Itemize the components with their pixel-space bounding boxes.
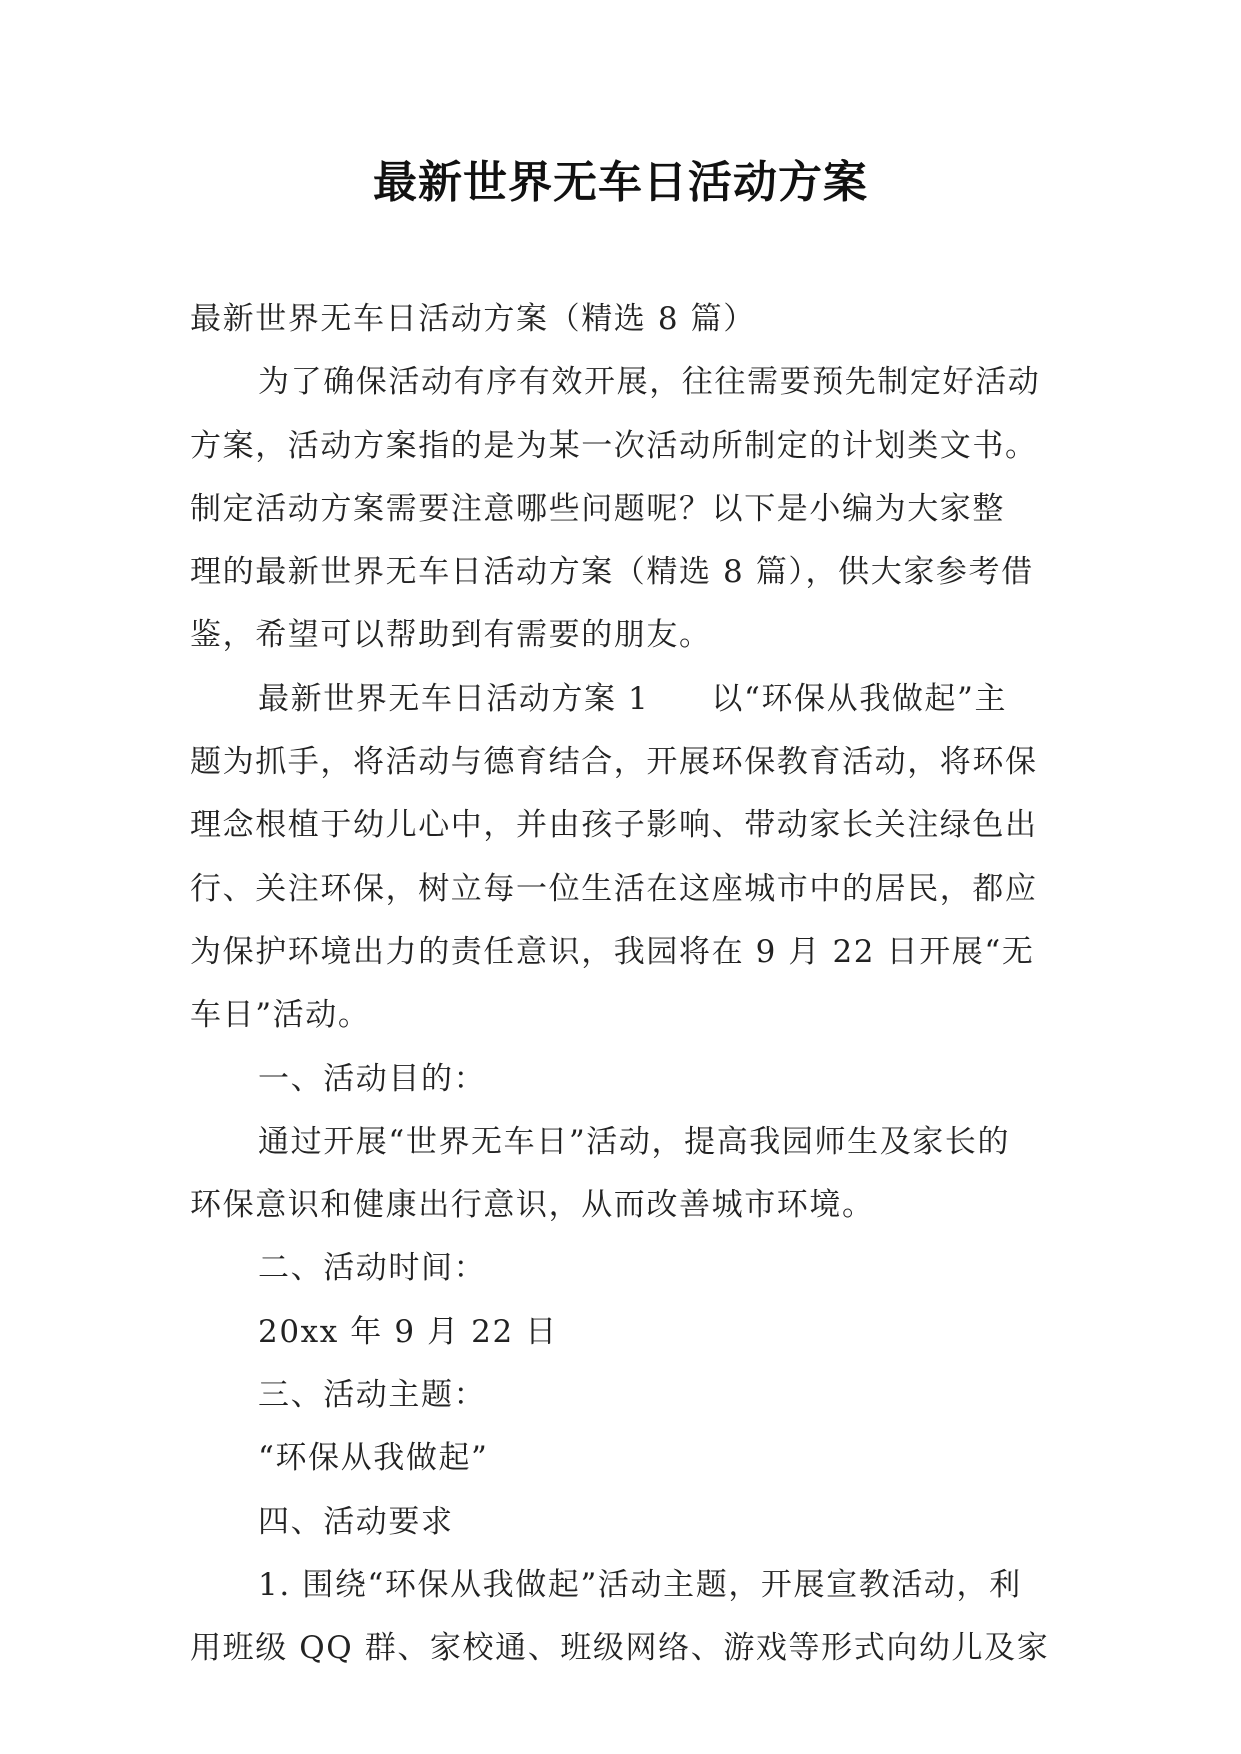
purpose-line: 通过开展“世界无车日”活动，提高我园师生及家长的 — [258, 1123, 1011, 1160]
document-title: 最新世界无车日活动方案 — [373, 157, 868, 208]
requirements-heading: 四、活动要求 — [258, 1503, 454, 1540]
intro-line: 为了确保活动有序有效开展，往往需要预先制定好活动 — [258, 364, 1041, 401]
section-1-line: 车日”活动。 — [190, 997, 371, 1034]
time-heading: 二、活动时间： — [258, 1250, 487, 1287]
section-1-first-line-text: 以“环保从我做起”主 — [711, 680, 1008, 717]
intro-line: 鉴，希望可以帮助到有需要的朋友。 — [190, 617, 712, 654]
intro-line: 制定活动方案需要注意哪些问题呢？以下是小编为大家整 — [190, 490, 1005, 527]
intro-line: 方案，活动方案指的是为某一次活动所制定的计划类文书。 — [190, 427, 1038, 464]
section-1-line: 题为抓手，将活动与德育结合，开展环保教育活动，将环保 — [190, 744, 1038, 781]
requirements-line: 用班级 QQ 群、家校通、班级网络、游戏等形式向幼儿及家 — [190, 1630, 1050, 1667]
section-1-heading: 最新世界无车日活动方案 1 — [258, 680, 650, 717]
purpose-line: 环保意识和健康出行意识，从而改善城市环境。 — [190, 1187, 875, 1224]
section-1-line: 理念根植于幼儿心中，并由孩子影响、带动家长关注绿色出 — [190, 807, 1038, 844]
section-1-line: 为保护环境出力的责任意识，我园将在 9 月 22 日开展“无 — [190, 933, 1035, 970]
intro-line: 理的最新世界无车日活动方案（精选 8 篇），供大家参考借 — [190, 554, 1034, 591]
requirements-line: 1. 围绕“环保从我做起”活动主题，开展宣教活动，利 — [258, 1566, 1022, 1603]
time-value: 20xx 年 9 月 22 日 — [258, 1313, 558, 1350]
theme-value: “环保从我做起” — [258, 1440, 489, 1477]
section-1-line: 行、关注环保，树立每一位生活在这座城市中的居民，都应 — [190, 870, 1038, 907]
section-1-first-line — [190, 668, 1052, 731]
document-subtitle: 最新世界无车日活动方案（精选 8 篇） — [190, 301, 756, 337]
theme-heading: 三、活动主题： — [258, 1377, 487, 1414]
purpose-heading: 一、活动目的： — [258, 1060, 487, 1097]
document-body — [190, 288, 1052, 1681]
